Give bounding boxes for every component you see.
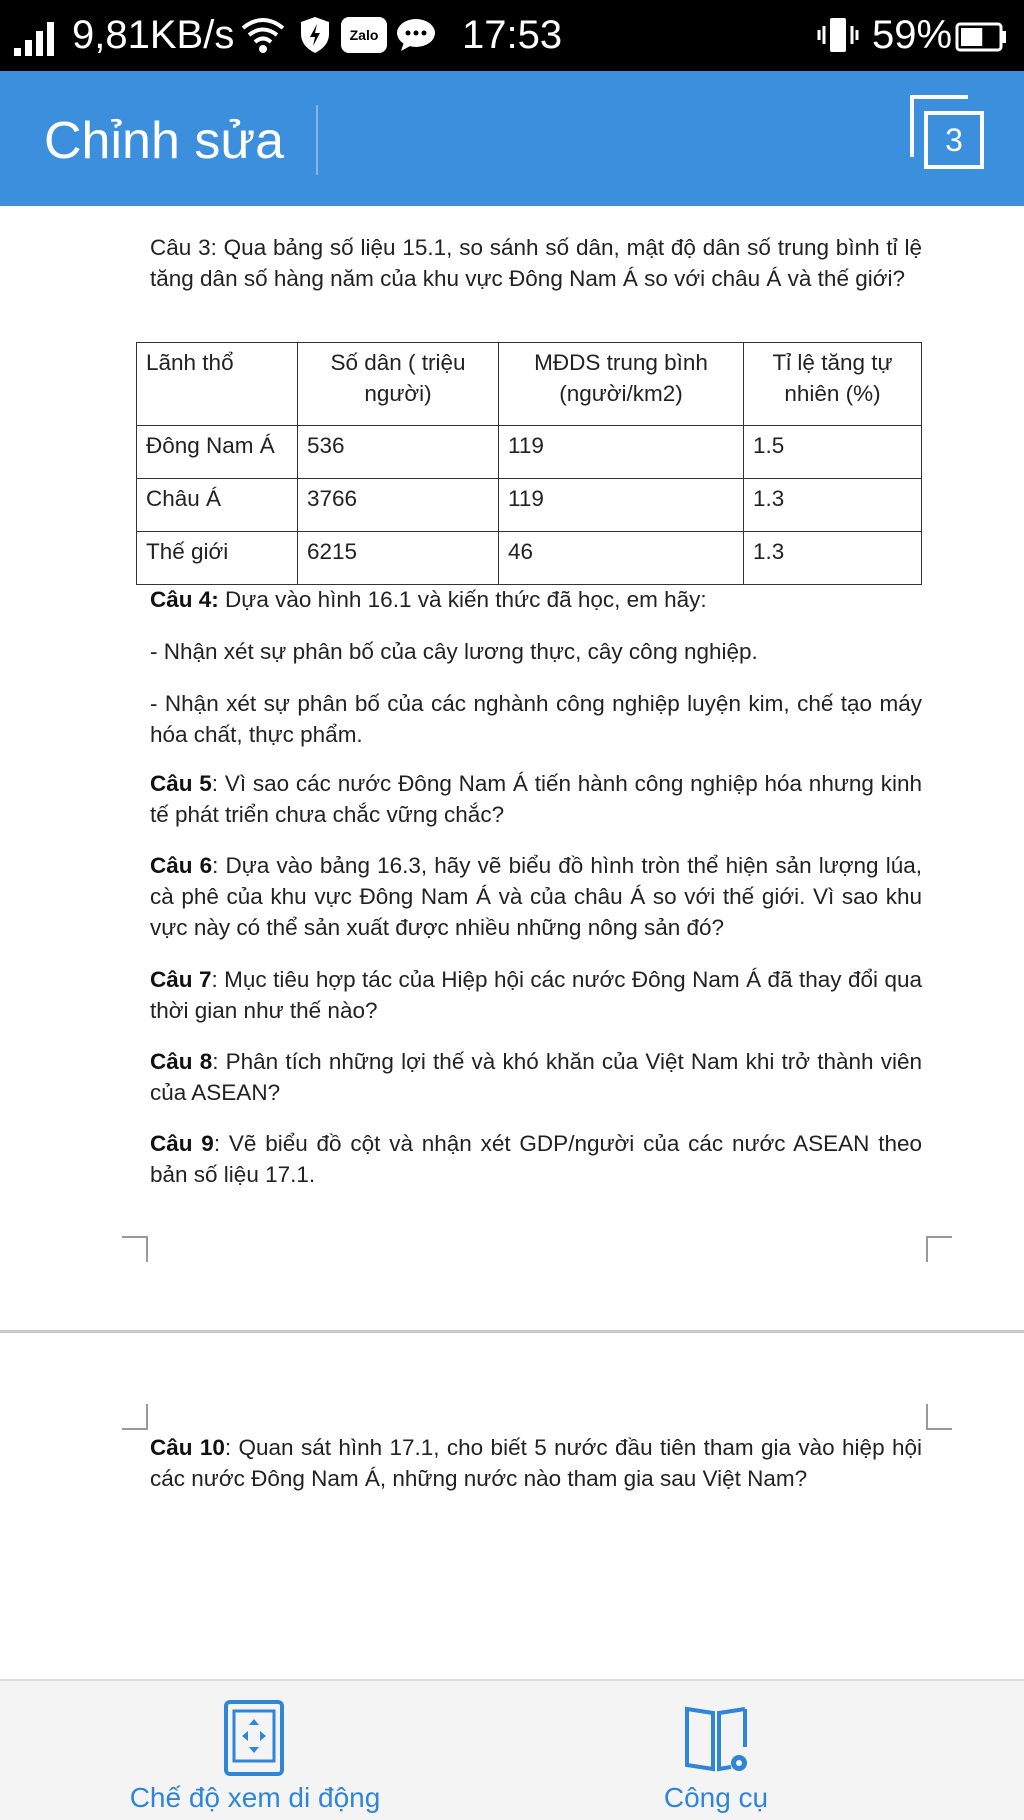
table-cell: 1.3	[744, 479, 922, 532]
table-cell: Đông Nam Á	[137, 426, 298, 479]
table-cell: 119	[499, 479, 744, 532]
tools-button[interactable]	[516, 1681, 916, 1820]
question-8-label: Câu 8	[150, 1049, 213, 1074]
question-10-label: Câu 10	[150, 1435, 225, 1460]
clock-time: 17:53	[462, 13, 563, 57]
page-crop-mark	[926, 1236, 952, 1262]
question-4-label: Câu 4:	[150, 587, 219, 612]
page-count: 3	[924, 111, 984, 169]
question-9	[150, 1128, 922, 1190]
question-9-label: Câu 9	[150, 1131, 214, 1156]
table-header-cell: Tỉ lệ tăng tự nhiên (%)	[744, 343, 922, 426]
table-cell: 6215	[298, 532, 499, 585]
page-crop-mark	[122, 1404, 148, 1430]
page-crop-mark	[926, 1404, 952, 1430]
question-5-text: : Vì sao các nước Đông Nam Á tiến hành công nghiệp hóa nhưng kinh tế phát triển chưa chắc vững chắc?	[150, 771, 922, 827]
table-cell: 1.3	[744, 532, 922, 585]
table-header-cell: Số dân ( triệu người)	[298, 343, 499, 426]
battery-fill	[961, 28, 982, 46]
table-cell: Thế giới	[137, 532, 298, 585]
shield-icon	[300, 16, 330, 54]
question-5	[150, 768, 922, 830]
table-cell: 46	[499, 532, 744, 585]
zalo-icon: Zalo	[341, 17, 387, 53]
table-cell: Châu Á	[137, 479, 298, 532]
question-4-item-2: - Nhận xét sự phân bố của các nghành công nghiệp luyện kim, chế tạo máy hóa chất, thực phẩm.	[150, 691, 922, 747]
app-bar-divider	[316, 105, 318, 175]
question-7-label: Câu 7	[150, 967, 212, 992]
question-8-text: : Phân tích những lợi thế và khó khăn của Việt Nam khi trở thành viên của ASEAN?	[150, 1049, 922, 1105]
mobile-view-icon	[222, 1699, 288, 1777]
battery-percentage: 59%	[872, 13, 953, 57]
mobile-view-button[interactable]	[55, 1681, 455, 1820]
table-header-cell: MĐDS trung bình (người/km2)	[499, 343, 744, 426]
mobile-view-label: Chế độ xem di động	[129, 1782, 381, 1813]
question-10	[150, 1432, 922, 1494]
status-bar	[0, 0, 1024, 71]
table-cell: 536	[298, 426, 499, 479]
question-4-item-1: - Nhận xét sự phân bố của cây lương thực, cây công nghiệp.	[150, 639, 758, 664]
table-row	[137, 426, 922, 479]
battery-icon	[955, 22, 1007, 52]
page-crop-mark	[122, 1236, 148, 1262]
table-cell: 3766	[298, 479, 499, 532]
chat-icon	[396, 18, 436, 52]
question-8	[150, 1046, 922, 1108]
table-cell: 1.5	[744, 426, 922, 479]
question-4-text: Dựa vào hình 16.1 và kiến thức đã học, em hãy:	[218, 587, 707, 612]
table-row	[137, 479, 922, 532]
page-separator	[0, 1330, 1024, 1333]
pages-button[interactable]	[910, 95, 986, 171]
vibrate-icon	[816, 16, 860, 54]
document-view[interactable]	[0, 206, 1024, 1679]
table-cell: 119	[499, 426, 744, 479]
tools-label: Công cụ	[663, 1782, 769, 1813]
signal-icon	[14, 22, 58, 56]
question-4	[150, 584, 922, 615]
wifi-icon	[240, 16, 286, 54]
question-7	[150, 964, 922, 1026]
question-6-text: : Dựa vào bảng 16.3, hãy vẽ biểu đồ hình tròn thể hiện sản lượng lúa, cà phê của khu vực Đông Nam Á và của châu Á so với thế giới. Vì sao khu vực này có thể sản xuất được nhiều những nông sản đó?	[150, 853, 922, 940]
question-5-label: Câu 5	[150, 771, 212, 796]
question-6	[150, 850, 922, 943]
question-9-text: : Vẽ biểu đồ cột và nhận xét GDP/người của các nước ASEAN theo bản số liệu 17.1.	[150, 1131, 922, 1187]
table-header-row	[137, 343, 922, 426]
table-row	[137, 532, 922, 585]
table-header-cell: Lãnh thổ	[137, 343, 298, 426]
bottom-toolbar	[0, 1679, 1024, 1820]
app-bar	[0, 71, 1024, 206]
tools-book-icon	[683, 1699, 749, 1777]
question-3-label: Câu 3	[150, 235, 211, 260]
population-table	[136, 342, 922, 585]
question-3	[150, 232, 922, 294]
question-6-label: Câu 6	[150, 853, 213, 878]
question-10-text: : Quan sát hình 17.1, cho biết 5 nước đầu tiên tham gia vào hiệp hội các nước Đông Nam Á, những nước nào tham gia sau Việt Nam?	[150, 1435, 922, 1491]
network-speed: 9,81KB/s	[72, 13, 235, 57]
page-title: Chỉnh sửa	[44, 112, 285, 170]
question-7-text: : Mục tiêu hợp tác của Hiệp hội các nước Đông Nam Á đã thay đổi qua thời gian như thế nào?	[150, 967, 922, 1023]
question-3-text: : Qua bảng số liệu 15.1, so sánh số dân, mật độ dân số trung bình tỉ lệ tăng dân số hàng năm của khu vực Đông Nam Á so với châu Á và thế giới?	[150, 235, 922, 291]
